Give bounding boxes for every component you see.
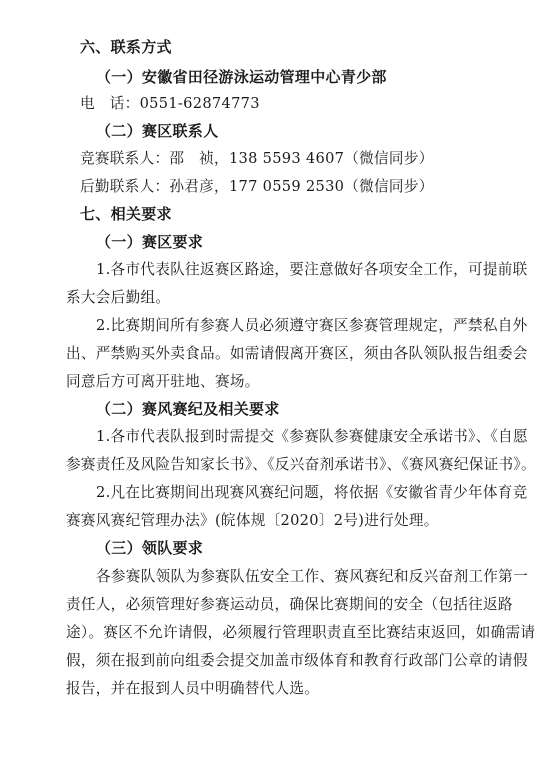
paragraph-line: 系大会后勤组。 (66, 289, 171, 306)
paragraph-line: 报告，并在报到人员中明确替代人选。 (66, 680, 320, 697)
section-6-sub1-heading: （一）安徽省田径游泳运动管理中心青少部 (96, 68, 387, 86)
section-7-sub3-heading: （三）领队要求 (96, 539, 204, 557)
paragraph-line: 假，须在报到前向组委会提交加盖市级体育和教育行政部门公章的请假 (66, 652, 528, 669)
paragraph-line: 2.比赛期间所有参赛人员必须遵守赛区参赛管理规定，严禁私自外 (96, 317, 528, 334)
section-7-sub2-heading: （二）赛风赛纪及相关要求 (96, 400, 280, 418)
paragraph-line: 赛赛风赛纪管理办法》(皖体规〔2020〕2号)进行处理。 (66, 512, 439, 529)
paragraph-line: 参赛责任及风险告知家长书》、《反兴奋剂承诺书》、《赛风赛纪保证书》。 (66, 456, 536, 473)
section-7-sub1-heading: （一）赛区要求 (96, 233, 204, 251)
paragraph-line: 2.凡在比赛期间出现赛风赛纪问题，将依据《安徽省青少年体育竞 (96, 484, 528, 501)
section-6-heading: 六、联系方式 (80, 38, 172, 56)
competition-contact: 竞赛联系人：邵 祯，138 5593 4607（微信同步） (80, 150, 434, 167)
paragraph-line: 出、严禁购买外卖食品。如需请假离开赛区，须由各队领队报告组委会 (66, 345, 528, 362)
section-6-sub2-heading: （二）赛区联系人 (96, 122, 219, 140)
paragraph-line: 途）。赛区不允许请假，必须履行管理职责直至比赛结束返回，如确需请 (66, 624, 536, 641)
paragraph-line: 责任人，必须管理好参赛运动员，确保比赛期间的安全（包括往返路 (66, 596, 513, 613)
paragraph-line: 同意后方可离开驻地、赛场。 (66, 373, 260, 390)
contact-phone: 电 话：0551-62874773 (80, 95, 260, 112)
paragraph-line: 各参赛队领队为参赛队伍安全工作、赛风赛纪和反兴奋剂工作第一 (96, 568, 528, 585)
paragraph-line: 1.各市代表队往返赛区路途，要注意做好各项安全工作，可提前联 (96, 261, 528, 278)
section-7-heading: 七、相关要求 (80, 205, 172, 223)
logistics-contact: 后勤联系人：孙君彦，177 0559 2530（微信同步） (80, 178, 434, 195)
paragraph-line: 1.各市代表队报到时需提交《参赛队参赛健康安全承诺书》、《自愿 (96, 428, 528, 445)
